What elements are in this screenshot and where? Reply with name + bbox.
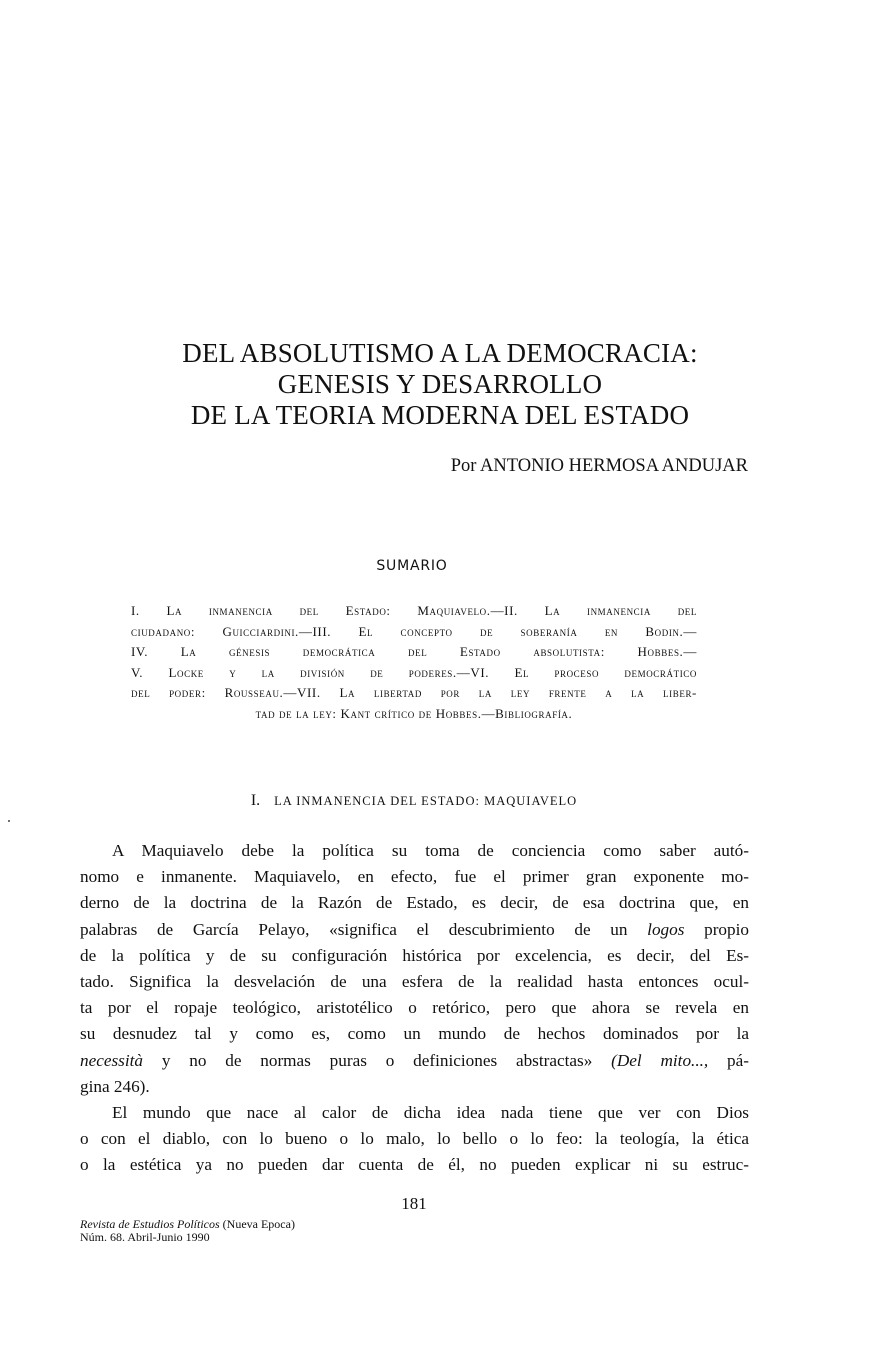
paragraph-line: o con el diablo, con lo bueno o lo malo, lo bello o lo feo: la teología, la ética	[80, 1129, 749, 1149]
italic-term: logos	[647, 919, 685, 939]
paragraph-line: su desnudez tal y como es, como un mundo de hechos dominados por la	[80, 1024, 749, 1044]
paragraph-line: derno de la doctrina de la Razón de Estado, es decir, de esa doctrina que, en	[80, 893, 749, 913]
section-title: LA INMANENCIA DEL ESTADO: MAQUIAVELO	[274, 794, 578, 808]
text-run: palabras de García Pelayo, «significa el descubrimiento de un	[80, 919, 648, 939]
body-text	[80, 838, 749, 1179]
sumario-line: tad de la ley: Kant crítico de Hobbes.—Bibliografía.	[255, 705, 573, 721]
paragraph-line	[80, 917, 749, 943]
italic-citation: (Del mito...,	[611, 1050, 709, 1070]
title-line: DE LA TEORIA MODERNA DEL ESTADO	[190, 400, 690, 430]
title-line: DEL ABSOLUTISMO A LA DEMOCRACIA:	[182, 338, 698, 368]
italic-term: necessità	[80, 1050, 144, 1070]
paragraph-line: nomo e inmanente. Maquiavelo, en efecto, fue el primer gran exponente mo-	[80, 867, 749, 887]
paragraph-line: ta por el ropaje teológico, aristotélico o retórico, pero que ahora se revela en	[80, 998, 749, 1018]
sumario-line: IV. La génesis democrática del Estado absolutista: Hobbes.—	[131, 644, 697, 659]
sumario-line: ciudadano: Guicciardini.—III. El concepto de soberanía en Bodin.—	[131, 623, 697, 639]
paragraph-line: gina 246).	[80, 1076, 150, 1096]
sumario-contents	[131, 601, 697, 724]
journal-series: (Nueva Epoca)	[219, 1217, 295, 1231]
paragraph-line: A Maquiavelo debe la política su toma de conciencia como saber autó-	[112, 841, 749, 860]
scan-speck	[8, 820, 10, 822]
section-number: I.	[250, 792, 261, 809]
paragraph-line: El mundo que nace al calor de dicha idea nada tiene que ver con Dios	[112, 1103, 749, 1123]
paragraph-line: o la estética ya no pueden dar cuenta de él, no pueden explicar ni su estruc-	[80, 1155, 749, 1175]
sumario-line: del poder: Rousseau.—VII. La libertad por la ley frente a la liber-	[131, 685, 697, 700]
sumario-line: V. Locke y la división de poderes.—VI. El proceso democrático	[131, 664, 697, 680]
paragraph-line: de la política y de su configuración histórica por excelencia, es decir, del Es-	[80, 945, 749, 965]
sumario-heading: SUMARIO	[376, 558, 448, 574]
paragraph-line	[80, 1048, 749, 1074]
journal-issue: Núm. 68. Abril-Junio 1990	[80, 1230, 210, 1244]
article-title	[100, 338, 780, 431]
text-run: pá-	[708, 1050, 749, 1070]
journal-name: Revista de Estudios Políticos	[80, 1217, 220, 1231]
title-line: GENESIS Y DESARROLLO	[277, 369, 603, 399]
text-run: propio	[684, 919, 749, 939]
sumario-line: I. La inmanencia del Estado: Maquiavelo.—II. La inmanencia del	[131, 603, 697, 618]
text-run: y no de normas puras o definiciones abstractas»	[143, 1050, 612, 1070]
article-author: Por ANTONIO HERMOSA ANDUJAR	[450, 456, 748, 476]
paragraph-line: tado. Significa la desvelación de una esfera de la realidad hasta entonces ocul-	[80, 972, 749, 992]
section-heading	[0, 792, 828, 810]
journal-citation	[80, 1218, 295, 1244]
page-number: 181	[401, 1194, 427, 1213]
